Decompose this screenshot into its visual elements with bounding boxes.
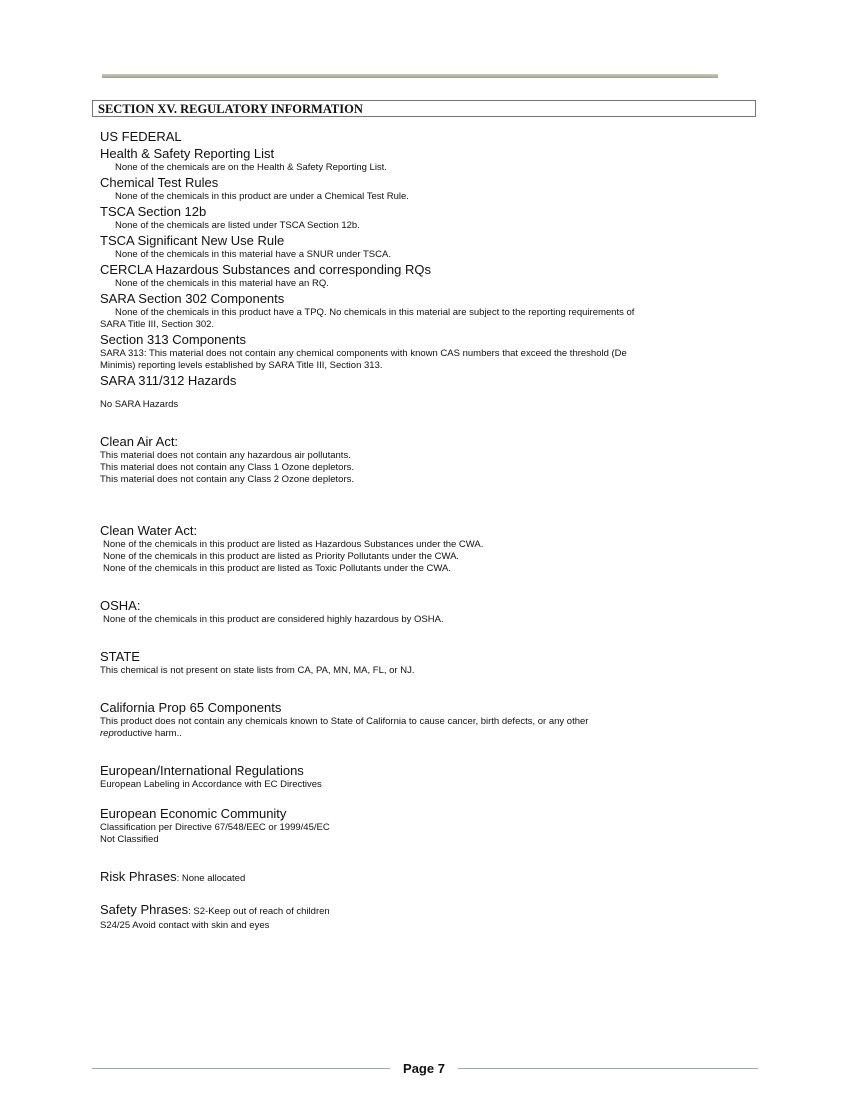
prop65-line2-rest: roductive harm..: [113, 728, 182, 739]
clean-water-line: None of the chemicals in this product are listed as Hazardous Substances under the CWA.: [103, 539, 484, 550]
clean-water-line: None of the chemicals in this product are listed as Toxic Pollutants under the CWA.: [103, 563, 451, 574]
clean-air-line: This material does not contain any hazardous air pollutants.: [100, 450, 351, 461]
prop65-line1: This product does not contain any chemicals known to State of California to cause cancer, birth defects, or any other: [100, 716, 589, 727]
ctr-text: None of the chemicals in this product are under a Chemical Test Rule.: [115, 191, 409, 202]
sara311-heading: SARA 311/312 Hazards: [100, 373, 237, 388]
prop65-italic-fragment: rep: [100, 728, 114, 739]
safety-heading: Safety Phrases: [100, 902, 189, 917]
prop65-line2: [100, 728, 740, 740]
prop65-heading: California Prop 65 Components: [100, 700, 282, 715]
osha-text: None of the chemicals in this product are considered highly hazardous by OSHA.: [103, 614, 444, 625]
state-heading: STATE: [100, 649, 140, 664]
risk-text: : None allocated: [176, 873, 246, 884]
tsca12b-heading: TSCA Section 12b: [100, 204, 207, 219]
osha-heading: OSHA:: [100, 598, 141, 613]
euint-heading: European/International Regulations: [100, 763, 304, 778]
cercla-text: None of the chemicals in this material have an RQ.: [115, 278, 329, 289]
eec-line1: Classification per Directive 67/548/EEC or 1999/45/EC: [100, 822, 330, 833]
cercla-heading: CERCLA Hazardous Substances and corresponding RQs: [100, 262, 431, 277]
eec-heading: European Economic Community: [100, 806, 287, 821]
clean-air-heading: Clean Air Act:: [100, 434, 179, 449]
hsrl-text: None of the chemicals are on the Health & Safety Reporting List.: [115, 162, 387, 173]
page-footer: [92, 1060, 758, 1078]
snur-heading: TSCA Significant New Use Rule: [100, 233, 285, 248]
s313-line1: SARA 313: This material does not contain any chemical components with known CAS numbers that exceed the threshold (De: [100, 348, 627, 359]
safety-text: : S2-Keep out of reach of children: [188, 906, 330, 917]
clean-water-line: None of the chemicals in this product are listed as Priority Pollutants under the CWA.: [103, 551, 460, 562]
state-text: This chemical is not present on state lists from CA, PA, MN, MA, FL, or NJ.: [100, 665, 415, 676]
euint-text: European Labeling in Accordance with EC Directives: [100, 779, 322, 790]
ctr-heading: Chemical Test Rules: [100, 175, 219, 190]
sara302-line1: None of the chemicals in this product have a TPQ. No chemicals in this material are subject to the reporting requirements of: [115, 307, 635, 318]
risk-heading: Risk Phrases: [100, 869, 177, 884]
clean-air-line: This material does not contain any Class 2 Ozone depletors.: [100, 474, 354, 485]
footer-rule-left: [92, 1068, 390, 1069]
us-federal-heading: US FEDERAL: [100, 129, 182, 144]
page-number: Page 7: [403, 1061, 445, 1076]
sara311-text: No SARA Hazards: [100, 399, 179, 410]
s313-line2: Minimis) reporting levels established by SARA Title III, Section 313.: [100, 360, 383, 371]
footer-rule-right: [458, 1068, 758, 1069]
risk-phrases: [100, 868, 740, 887]
safety-phrases: [100, 901, 740, 920]
eec-line2: Not Classified: [100, 834, 159, 845]
hsrl-heading: Health & Safety Reporting List: [100, 146, 275, 161]
sara302-line2: SARA Title III, Section 302.: [100, 319, 215, 330]
clean-water-heading: Clean Water Act:: [100, 523, 198, 538]
regulatory-content: [100, 128, 740, 932]
s313-heading: Section 313 Components: [100, 332, 246, 347]
header-rule: [102, 74, 718, 78]
section-title: SECTION XV. REGULATORY INFORMATION: [98, 102, 363, 116]
section-header-box: [92, 100, 756, 117]
safety-line2: S24/25 Avoid contact with skin and eyes: [100, 920, 270, 931]
tsca12b-text: None of the chemicals are listed under TSCA Section 12b.: [115, 220, 360, 231]
snur-text: None of the chemicals in this material have a SNUR under TSCA.: [115, 249, 391, 260]
sara302-heading: SARA Section 302 Components: [100, 291, 285, 306]
clean-air-line: This material does not contain any Class 1 Ozone depletors.: [100, 462, 354, 473]
